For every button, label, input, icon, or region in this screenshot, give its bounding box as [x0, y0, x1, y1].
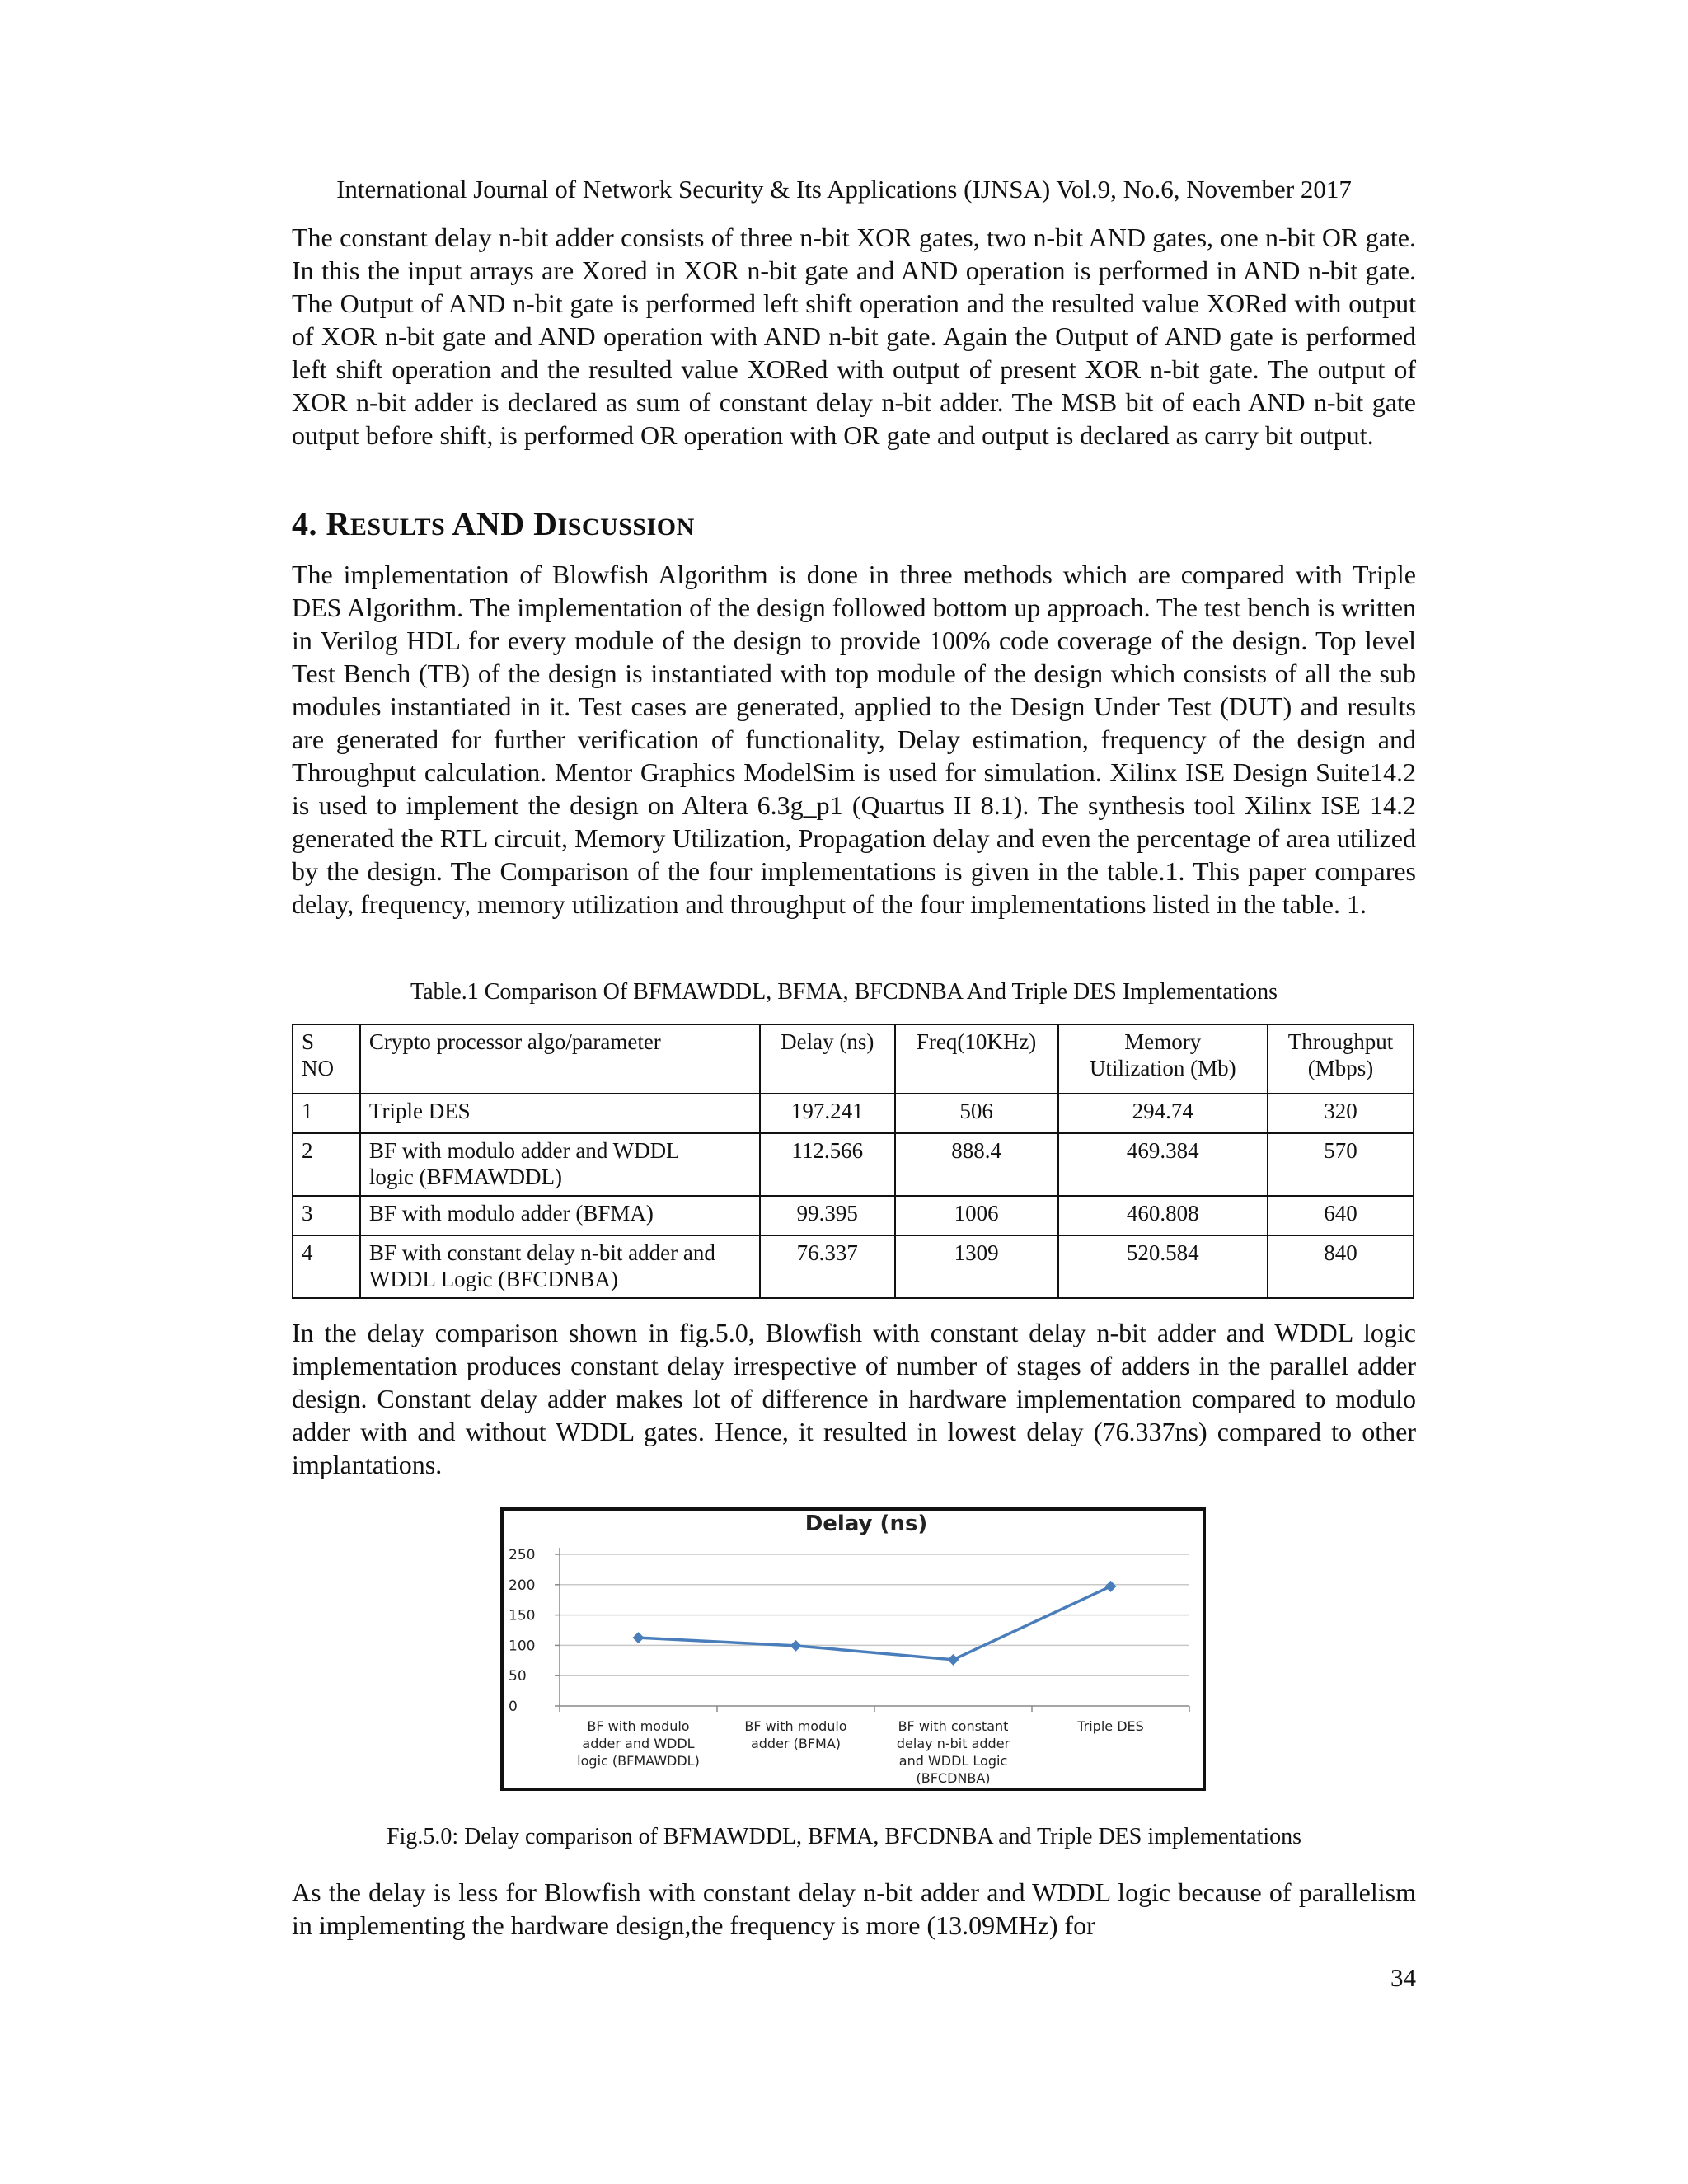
cell-freq: 1309 — [895, 1235, 1058, 1298]
x-category-label: Triple DES — [1077, 1718, 1144, 1734]
x-category-label: logic (BFMAWDDL) — [577, 1753, 700, 1769]
delay-chart — [500, 1507, 1206, 1791]
header-delay: Delay (ns) — [760, 1024, 895, 1094]
cell-freq: 888.4 — [895, 1133, 1058, 1196]
x-category-label: BF with constant — [898, 1718, 1009, 1734]
table-row — [293, 1094, 1414, 1133]
delay-data-point — [948, 1654, 959, 1666]
cell-freq: 506 — [895, 1094, 1058, 1133]
section-title-discussion: DISCUSSION — [533, 505, 695, 542]
page-number: 34 — [1390, 1963, 1416, 1992]
y-tick-label: 50 — [509, 1668, 527, 1685]
cell-delay: 112.566 — [760, 1133, 895, 1196]
x-category-label: and WDDL Logic — [898, 1753, 1008, 1769]
cell-memory: 460.808 — [1058, 1196, 1268, 1235]
header-memory: Memory Utilization (Mb) — [1058, 1024, 1268, 1094]
header-throughput: Throughput (Mbps) — [1268, 1024, 1414, 1094]
cell-algo: Triple DES — [360, 1094, 760, 1133]
section-title-and: AND — [452, 505, 525, 542]
cell-throughput: 570 — [1268, 1133, 1414, 1196]
paragraph-implementation: The implementation of Blowfish Algorithm is done in three methods which are compared with Triple DES Algorithm. The implementation of the design followed bottom up approach. The test bench is written in Verilog HDL for every module of the design to provide 100% code coverage of the design. Top level Test Bench (TB) of the design is instantiated with top module of the design which consists of all the sub modules instantiated in it. Test cases are generated, applied to the Design Under Test (DUT) and results are generated for further verification of functionality, Delay estimation, frequency of the design and Throughput calculation. Mentor Graphics ModelSim is used for simulation. Xilinx ISE Design Suite14.2 is used to implement the design on Altera 6.3g_p1 (Quartus II 8.1). The synthesis tool Xilinx ISE 14.2 generated the RTL circuit, Memory Utilization, Propagation delay and even the percentage of area utilized by the design. The Comparison of the four implementations is given in the table.1. This paper compares delay, frequency, memory utilization and throughput of the four implementations listed in the table. 1. — [292, 560, 1416, 919]
x-category-label: adder and WDDL — [582, 1736, 695, 1751]
cell-throughput: 320 — [1268, 1094, 1414, 1133]
header-freq: Freq(10KHz) — [895, 1024, 1058, 1094]
figure-caption: Fig.5.0: Delay comparison of BFMAWDDL, BFMA, BFCDNBA and Triple DES implementations — [386, 1824, 1301, 1849]
y-tick-label: 250 — [509, 1547, 536, 1563]
section-number: 4. — [292, 505, 317, 542]
cell-sno: 4 — [293, 1235, 360, 1298]
table-caption: Table.1 Comparison Of BFMAWDDL, BFMA, BFCDNBA And Triple DES Implementations — [410, 979, 1278, 1005]
cell-delay: 76.337 — [760, 1235, 895, 1298]
cell-delay: 197.241 — [760, 1094, 895, 1133]
delay-series-line — [639, 1586, 1111, 1660]
cell-memory: 520.584 — [1058, 1235, 1268, 1298]
delay-chart-svg — [504, 1511, 1203, 1788]
cell-throughput: 840 — [1268, 1235, 1414, 1298]
table-row — [293, 1196, 1414, 1235]
cell-throughput: 640 — [1268, 1196, 1414, 1235]
y-tick-label: 150 — [509, 1607, 536, 1624]
comparison-table — [292, 1024, 1414, 1299]
cell-algo: BF with constant delay n-bit adder and WDDL Logic (BFCDNBA) — [360, 1235, 760, 1298]
paragraph-delay-discussion: In the delay comparison shown in fig.5.0, Blowfish with constant delay n-bit adder and WDDL logic implementation produces constant delay irrespective of number of stages of adders in the parallel adder design. Constant delay adder makes lot of difference in hardware implementation compared to modulo adder with and without WDDL gates. Hence, it resulted in lowest delay (76.337ns) compared to other implantations. — [292, 1318, 1416, 1479]
delay-data-point — [633, 1632, 645, 1643]
cell-freq: 1006 — [895, 1196, 1058, 1235]
cell-memory: 294.74 — [1058, 1094, 1268, 1133]
section-title-results: RESULTS — [326, 505, 446, 542]
section-heading — [292, 504, 695, 543]
delay-data-point — [1105, 1581, 1117, 1592]
table-header-row — [293, 1024, 1414, 1094]
paragraph-constant-delay-adder: The constant delay n-bit adder consists of three n-bit XOR gates, two n-bit AND gates, one n-bit OR gate. In this the input arrays are Xored in XOR n-bit gate and AND operation is performed in AND n-bit gate. The Output of AND n-bit gate is performed left shift operation and the resulted value XORed with output of XOR n-bit gate and AND operation with AND n-bit gate. Again the Output of AND gate is performed left shift operation and the resulted value XORed with output of present XOR n-bit gate. The output of XOR n-bit adder is declared as sum of constant delay n-bit adder. The MSB bit of each AND n-bit gate output before shift, is performed OR operation with OR gate and output is declared as carry bit output. — [292, 223, 1416, 450]
x-category-label: (BFCDNBA) — [916, 1770, 991, 1786]
cell-delay: 99.395 — [760, 1196, 895, 1235]
cell-algo: BF with modulo adder and WDDL logic (BFMAWDDL) — [360, 1133, 760, 1196]
paragraph-frequency: As the delay is less for Blowfish with constant delay n-bit adder and WDDL logic because of parallelism in implementing the hardware design,the frequency is more (13.09MHz) for — [292, 1877, 1416, 1940]
chart-title: Delay (ns) — [804, 1511, 928, 1536]
running-header: International Journal of Network Security & Its Applications (IJNSA) Vol.9, No.6, November 2017 — [336, 175, 1352, 204]
table-row — [293, 1133, 1414, 1196]
delay-data-point — [790, 1640, 802, 1652]
cell-sno: 3 — [293, 1196, 360, 1235]
table-row — [293, 1235, 1414, 1298]
cell-sno: 2 — [293, 1133, 360, 1196]
cell-algo: BF with modulo adder (BFMA) — [360, 1196, 760, 1235]
cell-memory: 469.384 — [1058, 1133, 1268, 1196]
header-algo: Crypto processor algo/parameter — [360, 1024, 760, 1094]
y-tick-label: 0 — [509, 1699, 518, 1715]
x-category-label: BF with modulo — [744, 1718, 847, 1734]
y-tick-label: 200 — [509, 1577, 536, 1594]
x-category-label: adder (BFMA) — [750, 1736, 842, 1751]
header-sno: S NO — [293, 1024, 360, 1094]
y-tick-label: 100 — [509, 1638, 536, 1655]
x-category-label: delay n-bit adder — [896, 1736, 1010, 1751]
x-category-label: BF with modulo — [587, 1718, 690, 1734]
cell-sno: 1 — [293, 1094, 360, 1133]
